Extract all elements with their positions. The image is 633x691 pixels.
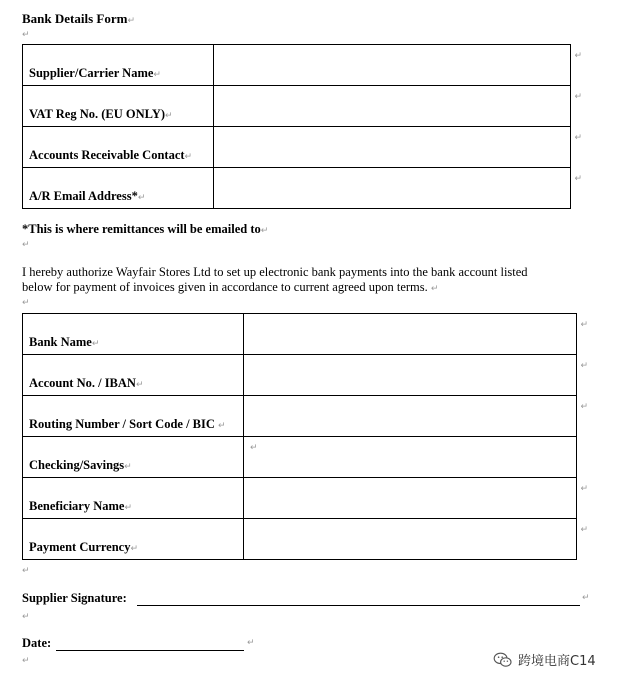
beneficiary-name-field[interactable]: ↵ xyxy=(244,478,577,519)
ar-email-field[interactable]: ↵ xyxy=(214,168,571,209)
table-row xyxy=(23,396,577,437)
table-cell-label: Bank Name↵ xyxy=(23,314,244,355)
signature-label: Supplier Signature: xyxy=(22,591,127,605)
table-cell-label: Checking/Savings↵ xyxy=(23,437,244,478)
table-row xyxy=(23,168,571,209)
wechat-icon xyxy=(493,652,513,668)
remittance-note: *This is where remittances will be emailed to↵ xyxy=(22,222,269,236)
paragraph-mark: ↵ xyxy=(22,612,30,622)
account-iban-field[interactable]: ↵ xyxy=(244,355,577,396)
paragraph-mark: ↵ xyxy=(247,638,255,648)
signature-line[interactable] xyxy=(137,605,580,606)
table-cell-label: Supplier/Carrier Name↵ xyxy=(23,45,214,86)
table-cell-label: VAT Reg No. (EU ONLY)↵ xyxy=(23,86,214,127)
supplier-details-table xyxy=(22,44,582,209)
table-row xyxy=(23,437,577,478)
table-row xyxy=(23,355,577,396)
table-row xyxy=(23,86,571,127)
table-row xyxy=(23,478,577,519)
authorization-line-1: I hereby authorize Wayfair Stores Ltd to set up electronic bank payments into the bank account listed xyxy=(22,265,528,279)
paragraph-mark: ↵ xyxy=(22,240,30,250)
table-row xyxy=(23,314,577,355)
date-label: Date: xyxy=(22,636,52,650)
table-cell-label: Payment Currency↵ xyxy=(23,519,244,560)
authorization-paragraph xyxy=(22,265,582,297)
table-cell-label: Routing Number / Sort Code / BIC ↵ xyxy=(23,396,244,437)
paragraph-mark: ↵ xyxy=(22,298,30,308)
table-row xyxy=(23,519,577,560)
table-cell-label: A/R Email Address*↵ xyxy=(23,168,214,209)
paragraph-mark: ↵ xyxy=(22,656,30,666)
watermark-text: 跨境电商C14 xyxy=(518,654,596,669)
bank-details-table xyxy=(22,313,588,560)
paragraph-mark: ↵ xyxy=(22,30,30,40)
payment-currency-field[interactable]: ↵ xyxy=(244,519,577,560)
date-line[interactable] xyxy=(56,650,244,651)
authorization-line-2: below for payment of invoices given in accordance to current agreed upon terms. ↵ xyxy=(22,280,439,294)
table-row xyxy=(23,45,571,86)
paragraph-mark: ↵ xyxy=(22,566,30,576)
watermark xyxy=(493,650,596,669)
supplier-name-field[interactable]: ↵ xyxy=(214,45,571,86)
paragraph-mark: ↵ xyxy=(582,593,590,603)
table-row xyxy=(23,127,571,168)
table-cell-label: Beneficiary Name↵ xyxy=(23,478,244,519)
checking-savings-field[interactable]: ↵ xyxy=(244,437,577,478)
bank-name-field[interactable]: ↵ xyxy=(244,314,577,355)
table-cell-label: Account No. / IBAN↵ xyxy=(23,355,244,396)
table-cell-label: Accounts Receivable Contact↵ xyxy=(23,127,214,168)
routing-sort-bic-field[interactable]: ↵ xyxy=(244,396,577,437)
form-title: Bank Details Form↵ xyxy=(22,11,135,26)
vat-reg-field[interactable]: ↵ xyxy=(214,86,571,127)
ar-contact-field[interactable]: ↵ xyxy=(214,127,571,168)
